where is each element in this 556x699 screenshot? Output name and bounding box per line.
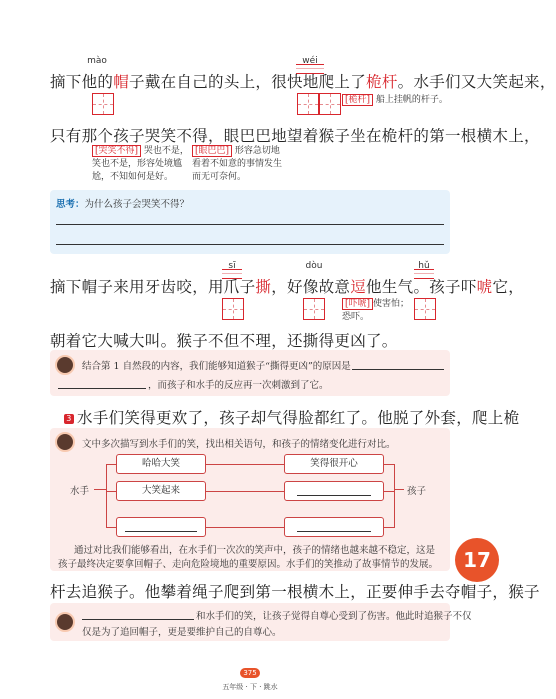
paragraph-3-line [50, 275, 524, 297]
gloss-line: 使害怕； [373, 299, 410, 309]
pinyin-si: sī [228, 261, 236, 271]
connector-line [394, 464, 395, 528]
gloss-kuxiaobude [92, 145, 189, 184]
pinyin-hu: hǔ [418, 261, 430, 271]
think-prompt [56, 196, 189, 210]
student-avatar-icon [55, 355, 75, 375]
connector-line [206, 527, 284, 528]
fill-blank-line[interactable] [82, 619, 194, 620]
gloss-tag: [桅杆] [342, 94, 373, 106]
gloss-tag: [眼巴巴] [192, 145, 232, 157]
connector-line [394, 489, 404, 490]
paragraph-text: 水手们笑得更欢了，孩子却气得脸都红了。他脱了外套，爬上桅 [77, 409, 520, 427]
connector-line [106, 464, 116, 465]
writing-grid [297, 93, 319, 115]
gloss-yanbaba [192, 145, 282, 184]
comparison-summary: 通过对比我们能够看出，在水手们一次次的笑声中，孩子的情绪也越来越不稳定，这是 [74, 545, 436, 556]
pinyin-dou: dòu [305, 261, 323, 271]
paragraph-3-line-2: 朝着它大喊大叫。猴子不但不理，还撕得更凶了。 [50, 332, 398, 350]
new-word-weigan: 桅杆 [366, 73, 398, 91]
paragraph-1-line [50, 70, 556, 92]
connector-line [94, 489, 106, 490]
think-label: 思考： [56, 199, 85, 210]
sailor-laugh-box: 大笑起来 [116, 481, 206, 501]
writing-grid [414, 298, 436, 320]
answer-line[interactable] [56, 224, 444, 225]
pinyin-wei: wéi [302, 56, 318, 66]
new-char-si: 撕 [255, 278, 272, 296]
new-char-mao: 帽 [113, 73, 130, 91]
fill-blank-line[interactable] [297, 531, 371, 532]
lesson-number-badge: 17 [455, 538, 499, 582]
paragraph-4-line [64, 406, 519, 428]
connector-line [106, 464, 107, 528]
page-number-pill [240, 668, 260, 678]
gloss-tag: [吓唬] [342, 298, 373, 310]
text-segment: 。水手们又大笑起来， [397, 73, 556, 91]
paragraph-2-line: 只有那个孩子哭笑不得，眼巴巴地望着猴子坐在桅杆的第一根横木上， [50, 127, 540, 145]
connector-line [106, 491, 116, 492]
note-line: 结合第 1 自然段的内容，我们能够知道猴子“撕得更凶”的原因是 [82, 361, 351, 372]
child-emotion-box: 笑得很开心 [284, 454, 384, 474]
text-segment: 它， [492, 278, 525, 296]
new-char-hu: 唬 [476, 278, 493, 296]
annotation-note-3 [50, 603, 472, 641]
text-segment: 子戴在自己的头上，很快地爬上了 [129, 73, 367, 91]
answer-line[interactable] [56, 244, 444, 245]
gloss-line: 而无可奈何。 [192, 172, 247, 182]
footer-caption: 五年级 · 下 · 跳水 [222, 683, 278, 691]
fill-blank-line[interactable] [125, 531, 197, 532]
student-avatar-icon [55, 612, 75, 632]
gloss-text: 船上挂帆的杆子。 [375, 95, 448, 105]
writing-grid [92, 93, 114, 115]
text-segment: 他生气。孩子吓 [366, 278, 477, 296]
page-number: 375 [243, 669, 257, 677]
new-char-dou: 逗 [350, 278, 367, 296]
connector-line [384, 527, 394, 528]
gloss-xiahu [342, 298, 409, 324]
gloss-tag: [哭笑不得] [92, 145, 141, 157]
writing-grid [319, 93, 341, 115]
gloss-line: 形容急切地 [234, 146, 280, 156]
note-line: 和水手们的笑，让孩子觉得自尊心受到了伤害。他此时追猴子不仅 [196, 611, 472, 622]
connector-line [106, 527, 116, 528]
comparison-summary: 孩子最终决定要拿回帽子、走向危险境地的重要原因。水手们的笑推动了故事情节的发展。 [58, 559, 439, 570]
sailor-label: 水手 [70, 486, 90, 497]
sailor-laugh-box: 哈哈大笑 [116, 454, 206, 474]
gloss-line: 看着不如意的事情发生 [192, 159, 283, 169]
note-line: 仅是为了追回帽子，更是要维护自己的自尊心。 [82, 627, 282, 638]
comparison-note [50, 428, 450, 571]
text-segment: 摘下帽子来用牙齿咬，用爪子 [50, 278, 256, 296]
gloss-line: 尬，不知如何是好。 [92, 172, 174, 182]
child-emotion-box-blank[interactable] [284, 481, 384, 501]
think-question: 为什么孩子会哭笑不得？ [84, 199, 190, 210]
pinyin-mao: mào [87, 56, 107, 66]
writing-grid [303, 298, 325, 320]
sailor-laugh-box-blank[interactable] [116, 517, 206, 537]
annotation-note-1 [50, 350, 450, 396]
fill-blank-line[interactable] [352, 369, 444, 370]
student-avatar-icon [55, 432, 75, 452]
connector-line [384, 491, 394, 492]
connector-line [206, 464, 284, 465]
note-line: ，而孩子和水手的反应再一次刺激到了它。 [148, 380, 329, 391]
connector-line [206, 491, 284, 492]
writing-grid [222, 298, 244, 320]
child-label: 孩子 [407, 486, 427, 497]
paragraph-number-badge: 3 [64, 414, 74, 424]
gloss-line: 哭也不是， [143, 146, 189, 156]
fill-blank-line[interactable] [297, 495, 371, 496]
gloss-weigan [342, 94, 448, 107]
gloss-line: 笑也不是，形容处境尴 [92, 159, 183, 169]
think-box [50, 190, 450, 254]
comparison-intro: 文中多次描写到水手们的笑，找出相关语句，和孩子的情绪变化进行对比。 [82, 439, 396, 450]
connector-line [384, 464, 394, 465]
gloss-line: 恐吓。 [342, 312, 370, 322]
child-emotion-box-blank[interactable] [284, 517, 384, 537]
text-segment: 摘下他的 [50, 73, 114, 91]
text-segment: ，好像故意 [271, 278, 351, 296]
fill-blank-line[interactable] [58, 388, 146, 389]
paragraph-5-line: 杆去追猴子。他攀着绳子爬到第一根横木上，正要伸手去夺帽子，猴子 [50, 583, 540, 601]
